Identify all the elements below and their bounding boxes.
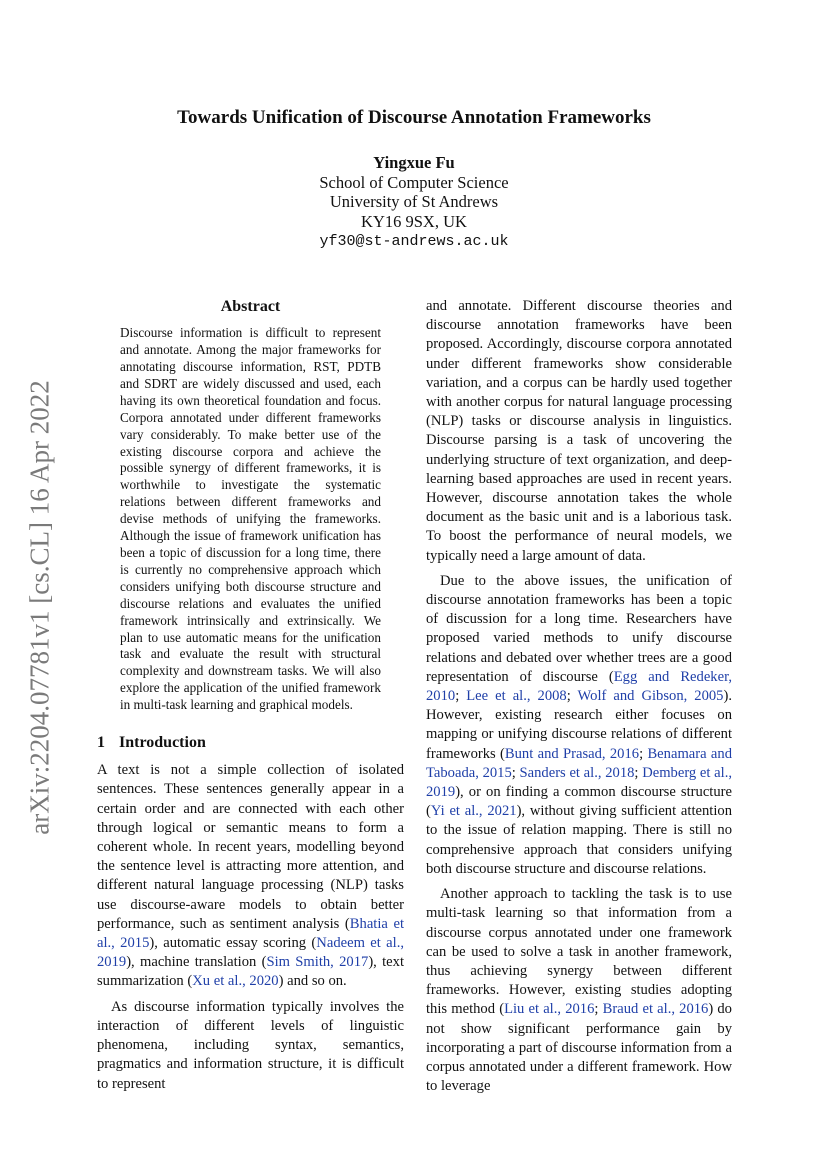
left-column	[97, 297, 404, 1094]
citation-separator: ;	[639, 745, 648, 762]
paragraph-text: Due to the above issues, the unification of discourse annotation frameworks has been a topic of discussion for a long time. Researchers have proposed varied methods to unify discourse relations and debated over whether trees are a good representation of discourse (	[426, 572, 732, 685]
abstract-text: Discourse information is difficult to represent and annotate. Among the major frameworks for annotating discourse information, RST, PDTB and SDRT are widely discussed and used, each having its own theoretical foundation and focus. Corpora annotated under different frameworks vary considerably. To make better use of the existing discourse corpora and achieve the possible synergy of different frameworks, it is worthwhile to investigate the systematic relations between different frameworks and devise methods of unifying the frameworks. Although the issue of framework unification has been a topic of discussion for a long time, there is currently no comprehensive approach which considers unifying both discourse structure and discourse relations and evaluates the unified framework intrinsically and extrinsically. We plan to use automatic means for the unification task and evaluate the result with structural complexity and downstream tasks. We will also explore the application of the unified framework in multi-task learning and graphical models.	[120, 325, 381, 713]
citation-separator: ;	[455, 688, 467, 705]
paragraph-text: Another approach to tackling the task is to use multi-task learning so that information from a discourse corpus annotated under one framework can be used to solve a task in another framework, thus achieving synergy between different frameworks. However, existing studies adopting this method (	[426, 886, 732, 1018]
citation-separator: ;	[566, 688, 578, 705]
author-department: School of Computer Science	[319, 172, 509, 192]
paragraph-text: ), text summarization (	[97, 954, 404, 990]
section-number: 1	[97, 734, 105, 752]
right-column	[426, 297, 732, 1096]
citation-link[interactable]: Wolf and Gibson, 2005	[577, 688, 724, 705]
citation-link[interactable]: Bunt and Prasad, 2016	[504, 745, 640, 762]
citation-link[interactable]: Lee et al., 2008	[466, 688, 567, 705]
abstract-heading: Abstract	[220, 298, 281, 315]
citation-link[interactable]: Benamara and Taboada, 2015	[426, 745, 732, 781]
citation-link[interactable]: Bhatia et al., 2015	[97, 915, 404, 952]
citation-link[interactable]: Yi et al., 2021	[430, 803, 517, 820]
paragraph-text: ), automatic essay scoring (	[149, 935, 317, 952]
intro-paragraph-1	[97, 761, 404, 991]
citation-separator: ;	[511, 764, 520, 781]
intro-paragraph-4	[426, 885, 732, 1096]
citation-link[interactable]: Liu et al., 2016	[504, 1001, 595, 1018]
author-postcode: KY16 9SX, UK	[361, 212, 467, 232]
paragraph-text: ), without giving sufficient attention to the issue of relation mapping. There is still no comprehensive approach that considers unifying both discourse structure and discourse relations.	[426, 803, 732, 877]
intro-paragraph-3	[426, 572, 732, 879]
arxiv-identifier-stamp	[22, 365, 58, 850]
section-title: Introduction	[119, 734, 206, 752]
arxiv-identifier-text: arXiv:2204.07781v1 [cs.CL] 16 Apr 2022	[24, 380, 55, 835]
citation-separator: ;	[634, 764, 643, 781]
citation-link[interactable]: Sim Smith, 2017	[266, 954, 369, 971]
paper-title: Towards Unification of Discourse Annotation Frameworks	[177, 107, 651, 128]
author-name: Yingxue Fu	[373, 153, 455, 172]
author-email: yf30@st-andrews.ac.uk	[319, 232, 509, 250]
citation-separator: ;	[594, 1001, 603, 1018]
author-block	[0, 153, 828, 252]
paragraph-text: ) and so on.	[278, 973, 347, 990]
author-university: University of St Andrews	[329, 192, 499, 212]
citation-link[interactable]: Egg and Redeker, 2010	[426, 668, 733, 705]
citation-link[interactable]: Sanders et al., 2018	[519, 764, 635, 781]
citation-link[interactable]: Braud et al., 2016	[602, 1001, 709, 1018]
citation-link[interactable]: Xu et al., 2020	[192, 973, 279, 990]
citation-link[interactable]: Nadeem et al., 2019	[97, 935, 404, 971]
paragraph-text: ) do not show significant performance gain by incorporating a part of discourse information from a corpus annotated under a different framework. How to leverage	[426, 1001, 732, 1095]
citation-link[interactable]: Demberg et al., 2019	[426, 764, 733, 801]
intro-paragraph-2: As discourse information typically involves the interaction of different levels of linguistic phenomena, including syntax, semantics, pragmatics and information structure, it is difficult to represent	[97, 998, 404, 1092]
paragraph-text: A text is not a simple collection of isolated sentences. These sentences generally appear in a certain order and are connected with each other through logical or semantic means to form a coherent whole. In recent years, modelling beyond the sentence level is attracting more attention, and different natural language processing (NLP) tasks use discourse-aware models to obtain better performance, such as sentiment analysis (	[97, 762, 404, 932]
section-heading-introduction	[97, 733, 404, 752]
intro-paragraph-2-continued: and annotate. Different discourse theories and discourse annotation frameworks have been proposed. Accordingly, discourse corpora annotated under different frameworks show considerable variation, and a corpus can be hardly used together with another corpus for natural language processing (NLP) tasks or discourse analysis in linguistics. Discourse parsing is a task of uncovering the underlying structure of text organization, and deep-learning based approaches are used in recent years. However, discourse annotation takes the whole document as the basic unit and is a laborious task. To boost the performance of neural models, we typically need a large amount of data.	[426, 298, 732, 564]
paragraph-text: ), or on finding a common discourse structure (	[426, 784, 732, 820]
paragraph-text: ), machine translation (	[126, 954, 267, 971]
paragraph-text: ). However, existing research either focuses on mapping or unifying discourse relations of different frameworks (	[426, 688, 732, 762]
